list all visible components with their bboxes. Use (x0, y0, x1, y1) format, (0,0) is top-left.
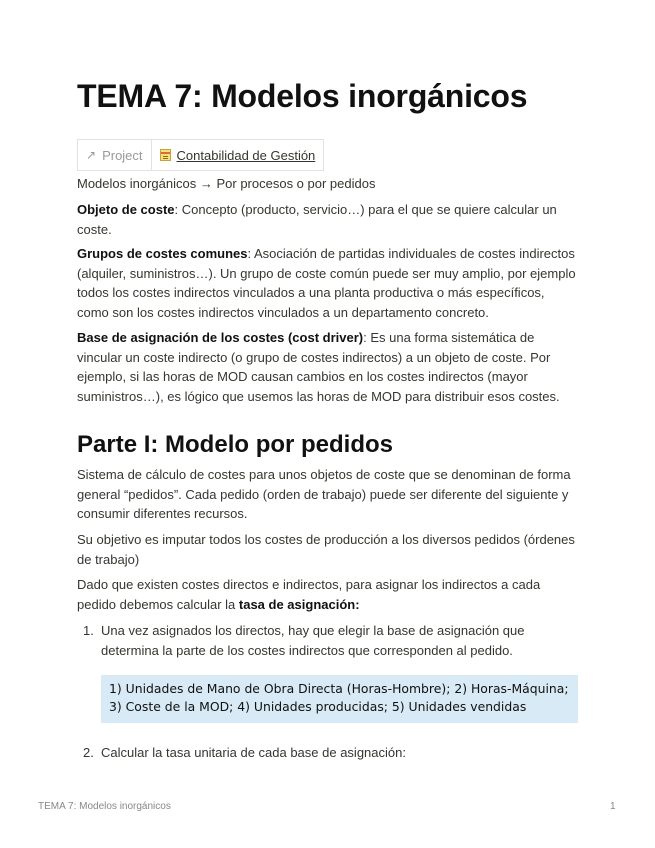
section-heading: Parte I: Modelo por pedidos (77, 431, 394, 458)
definition-text: : Asociación de partidas individuales de costes indirectos (alquiler, suministros…). Un grupo de coste común puede ser muy amplio, por ejemplo todos los costes indirectos vinculados a una planta productiva o más específicos, como son los costes indirectos vinculados a un departamento concreto. (77, 246, 576, 320)
definition-term: Objeto de coste (77, 202, 175, 217)
list-number: 2. (83, 745, 94, 760)
footer-title: TEMA 7: Modelos inorgánicos (38, 801, 171, 812)
relation-arrow-icon: ↗ (86, 148, 97, 162)
list-item (77, 621, 579, 660)
footer-page-number: 1 (610, 801, 616, 812)
paragraph-rate-bold: tasa de asignación: (238, 596, 360, 612)
breadcrumb (77, 174, 579, 194)
paragraph-rate-text: Dado que existen costes directos e indirectos, para asignar los indirectos a cada pedido debemos calcular la (77, 577, 541, 612)
definition-cost-pools (77, 244, 579, 322)
definition-term: Base de asignación de los costes (cost driver) (77, 330, 364, 345)
paragraph-objective: Su objetivo es imputar todos los costes de producción a los diversos pedidos (órdenes de trabajo) (77, 532, 575, 567)
property-label: Project (102, 147, 143, 163)
callout-block: 1) Unidades de Mano de Obra Directa (Horas-Hombre); 2) Horas-Máquina; 3) Coste de la MOD; 4) Unidades producidas; 5) Unidades vendidas (101, 675, 578, 723)
definition-text: : Es una forma sistemática de vincular un coste indirecto (o grupo de costes indirectos) a un objeto de coste. Por ejemplo, si las horas de MOD causan cambios en los costes indirectos (mayor suministros…), es lógico que usemos las horas de MOD para distribuir esos costes. (77, 330, 560, 404)
breadcrumb-arrow-icon: → (199, 176, 213, 191)
ledger-icon (160, 149, 171, 161)
list-number: 1. (83, 623, 94, 638)
breadcrumb-from: Modelos inorgánicos (77, 176, 197, 191)
list-text: Calcular la tasa unitaria de cada base de asignación: (101, 745, 406, 760)
property-name (78, 140, 152, 170)
page-title: TEMA 7: Modelos inorgánicos (77, 78, 528, 114)
project-link[interactable]: Contabilidad de Gestión (176, 147, 316, 163)
breadcrumb-to: Por procesos o por pedidos (216, 176, 376, 191)
definition-text: : Concepto (producto, servicio…) para el que se quiere calcular un coste. (77, 202, 557, 237)
list-item (77, 743, 579, 763)
list-text: Una vez asignados los directos, hay que elegir la base de asignación que determina la parte de los costes indirectos que corresponden al pedido. (101, 623, 525, 658)
paragraph-rate (77, 575, 579, 614)
definition-term: Grupos de costes comunes (77, 246, 248, 261)
definition-cost-driver (77, 328, 579, 406)
definition-cost-object (77, 200, 579, 239)
property-row (77, 139, 324, 171)
paragraph-intro: Sistema de cálculo de costes para unos objetos de coste que se denominan de forma general “pedidos”. Cada pedido (orden de trabajo) puede ser diferente del siguiente y consumir diferentes recursos. (77, 467, 571, 521)
property-value[interactable] (152, 140, 324, 170)
